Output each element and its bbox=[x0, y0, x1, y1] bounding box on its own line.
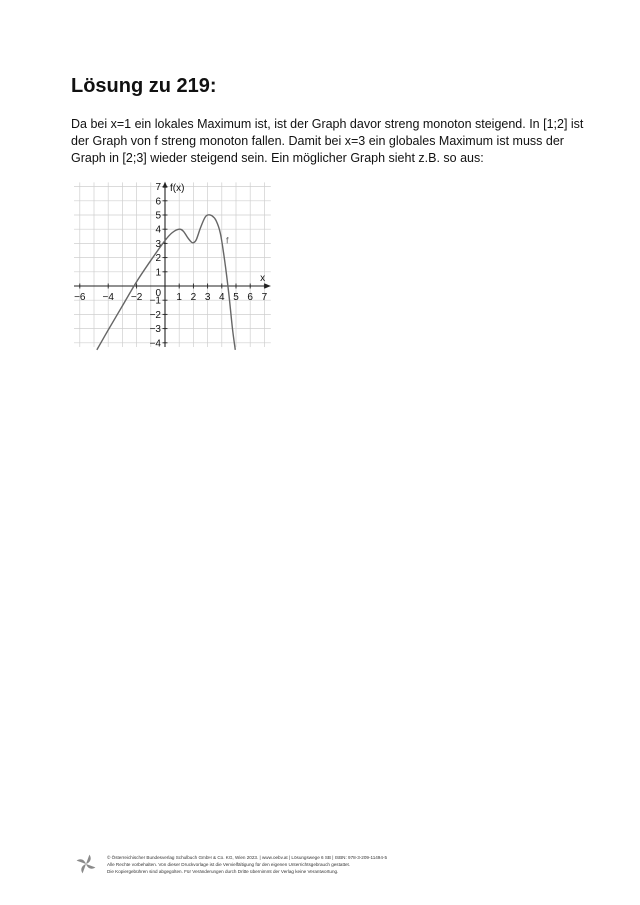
footer-rights: Alle Rechte vorbehalten. Von dieser Druckvorlage ist die Vervielfältigung für den eigenen Unterrichtsgebrauch gestattet. bbox=[107, 862, 351, 868]
x-tick-label: 6 bbox=[247, 292, 253, 303]
origin-label: 0 bbox=[155, 288, 161, 299]
x-axis-label: x bbox=[260, 273, 266, 284]
y-tick-label: 3 bbox=[155, 238, 161, 250]
grid bbox=[74, 182, 271, 350]
y-tick-label: −2 bbox=[149, 309, 161, 321]
y-tick-label: 7 bbox=[155, 182, 161, 194]
graph-canvas bbox=[74, 180, 279, 352]
x-tick-label: −4 bbox=[102, 292, 114, 303]
y-tick-label: 2 bbox=[155, 253, 161, 265]
x-tick-label: 7 bbox=[261, 292, 268, 303]
function-curve-f bbox=[97, 215, 235, 350]
function-graph bbox=[74, 180, 279, 352]
publisher-footer bbox=[74, 852, 574, 882]
curve-label-f: f bbox=[226, 235, 229, 246]
x-tick-label: 2 bbox=[190, 292, 197, 303]
solution-paragraph: Da bei x=1 ein lokales Maximum ist, ist der Graph davor streng monoton steigend. In [1;2] ist der Graph von f streng monoton fallen. Damit bei x=3 ein globales Maximum ist muss der Graph in [2;3] wieder steigend sein. Ein möglicher Graph sieht z.B. so aus: bbox=[71, 117, 584, 165]
x-axis-arrow-icon bbox=[265, 284, 271, 289]
y-tick-label: −3 bbox=[149, 324, 161, 336]
footer-copyright: © Österreichischer Bundesverlag Schulbuch GmbH & Co. KG, Wien 2023. | www.oebv.at | Lösungswege 6 SB | ISBN: 978-3-209-11494-5 bbox=[107, 855, 388, 860]
footer-text bbox=[107, 854, 387, 876]
page-title: Lösung zu 219: bbox=[71, 75, 217, 97]
y-tick-label: 5 bbox=[155, 210, 161, 222]
y-tick-label: 4 bbox=[155, 224, 161, 236]
y-tick-label: −1 bbox=[149, 295, 161, 307]
x-tick-label: −2 bbox=[130, 292, 143, 303]
y-tick-label: −4 bbox=[149, 338, 161, 350]
publisher-logo-icon bbox=[74, 852, 98, 876]
footer-disclaimer: Die Kopiergebühren sind abgegolten. Für Veränderungen durch Dritte übernimmt der Verlag keine Verantwortung. bbox=[107, 869, 339, 875]
x-tick-label: 5 bbox=[233, 292, 239, 303]
x-tick-label: 1 bbox=[176, 292, 182, 303]
y-tick-label: 6 bbox=[155, 196, 161, 208]
x-tick-label: 4 bbox=[219, 292, 225, 303]
x-tick-label: −6 bbox=[74, 292, 86, 303]
y-tick-label: 1 bbox=[155, 267, 161, 279]
axes bbox=[74, 182, 271, 350]
y-axis-label: f(x) bbox=[170, 182, 185, 194]
tick-labels bbox=[74, 182, 268, 349]
x-tick-label: 3 bbox=[204, 292, 211, 303]
